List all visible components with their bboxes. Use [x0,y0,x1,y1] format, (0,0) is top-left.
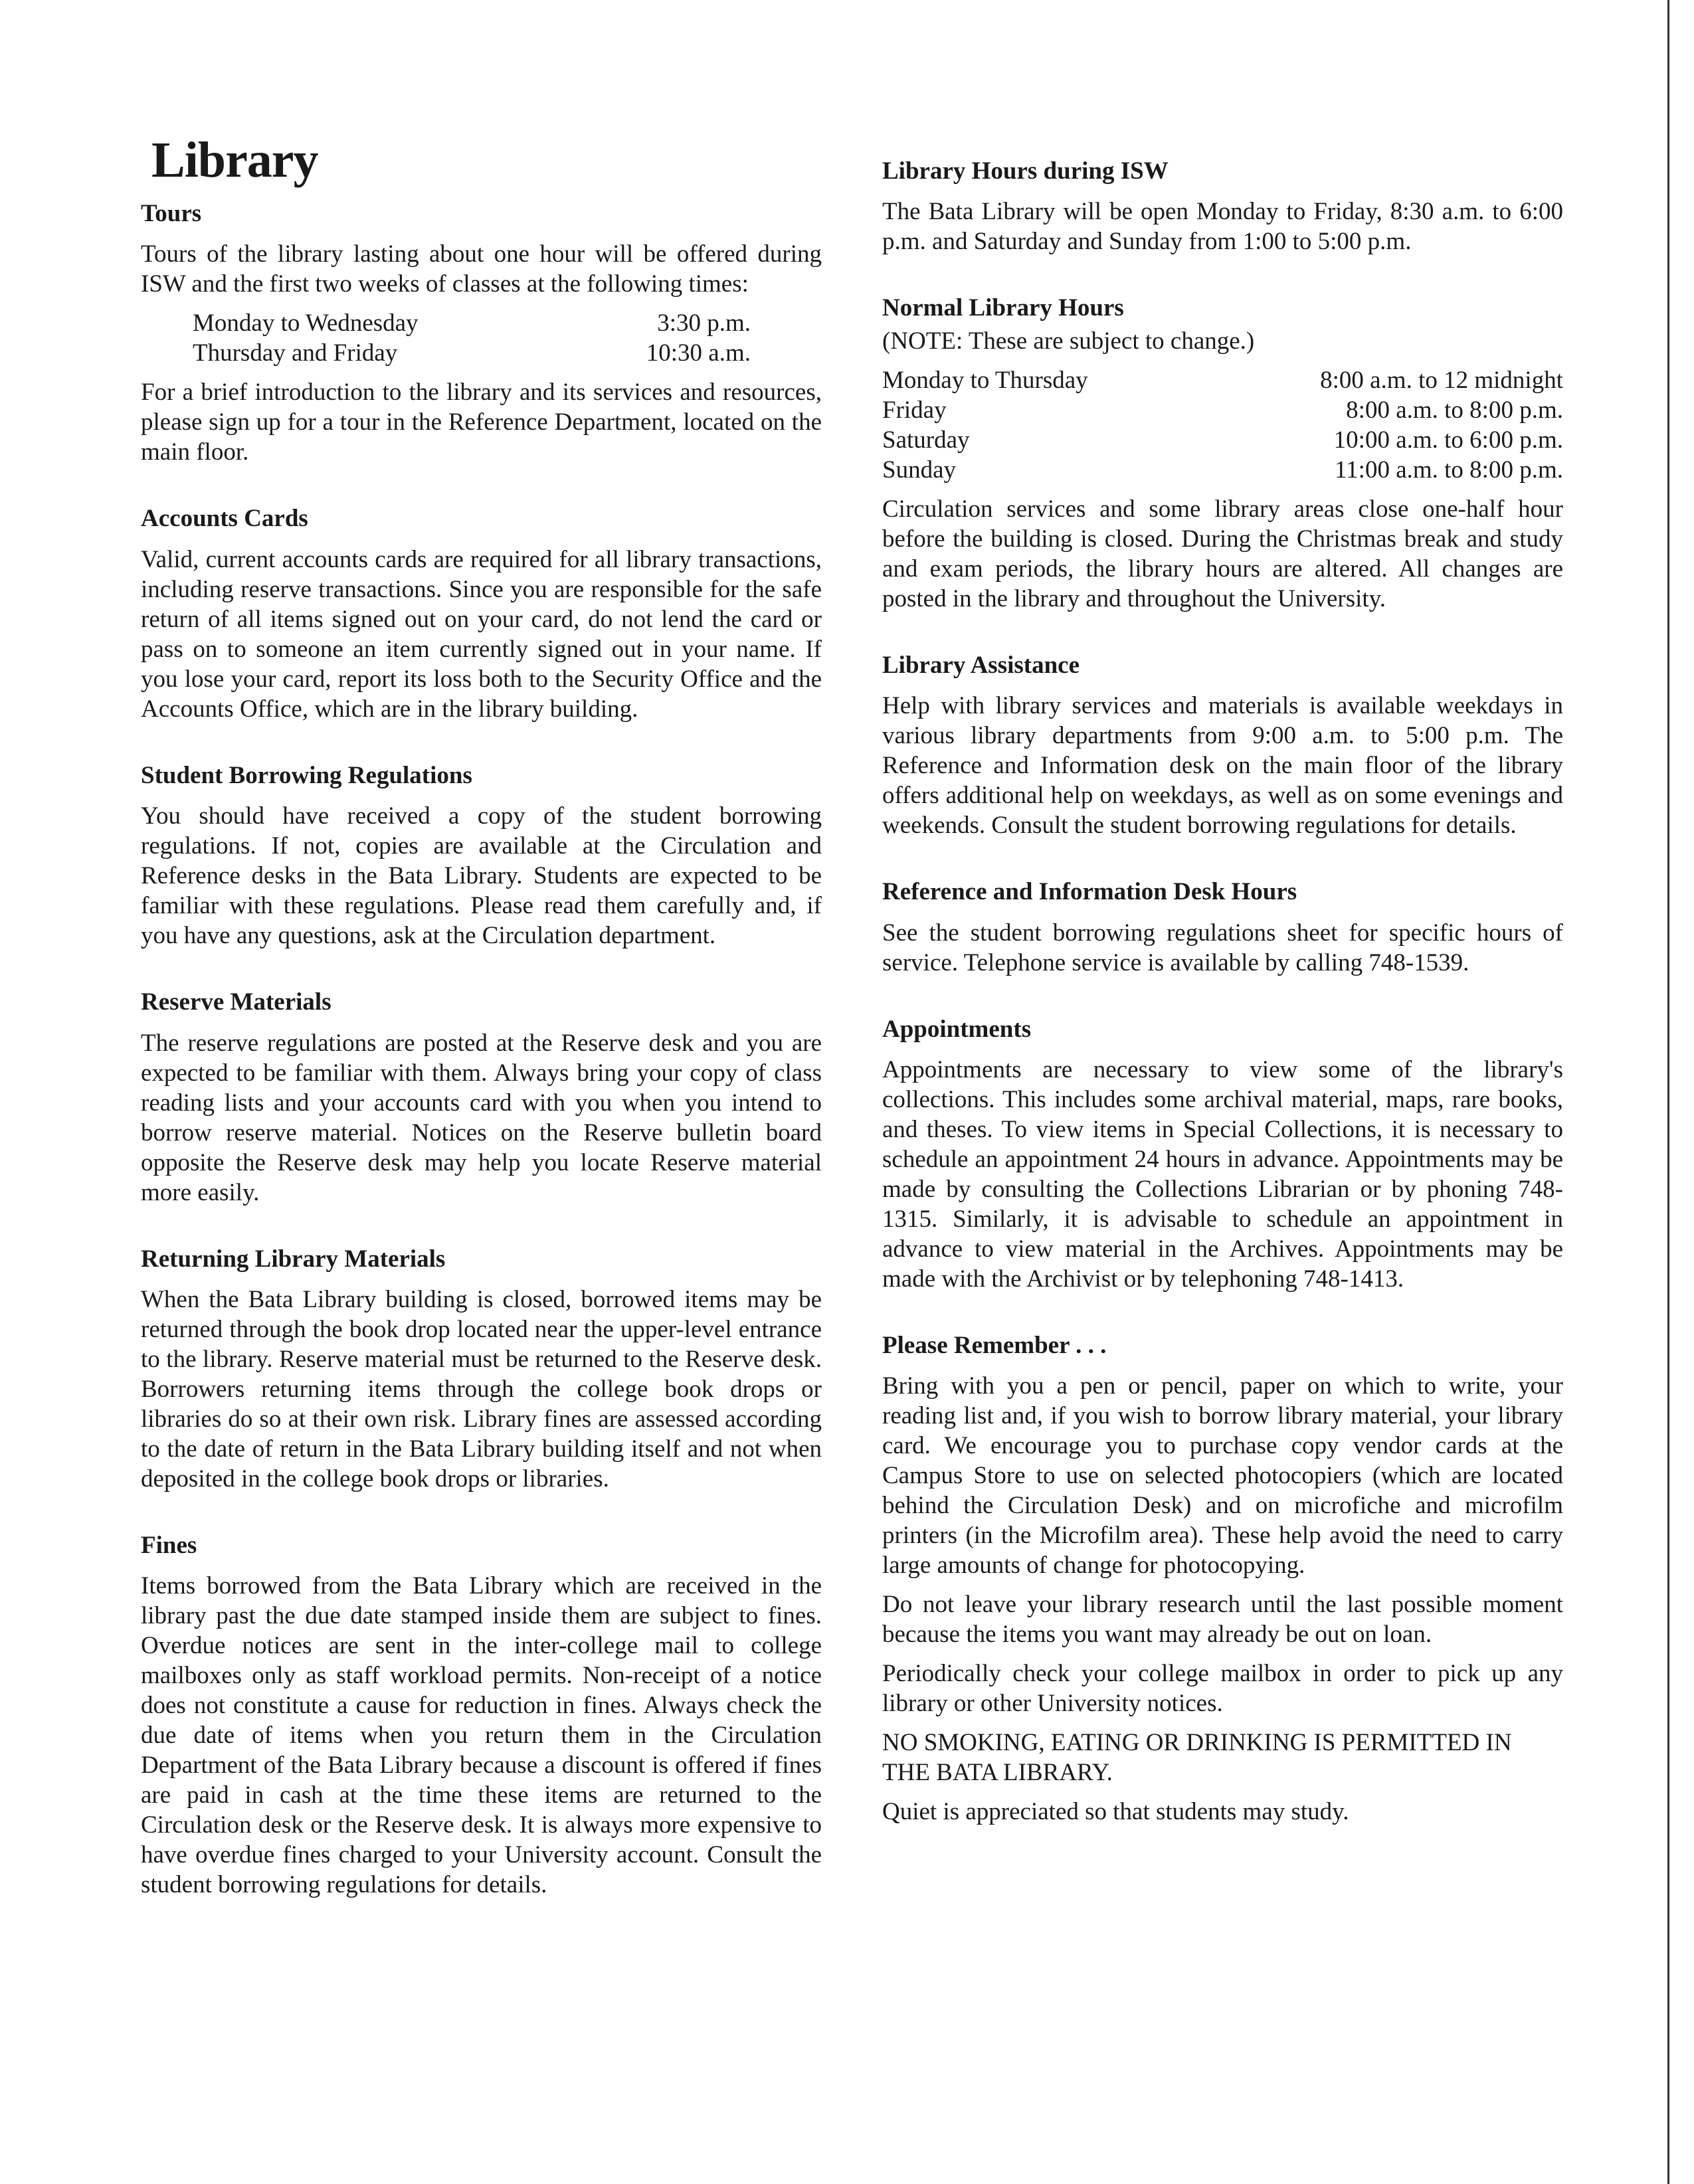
hours-day: Saturday [882,426,970,454]
section-please-remember [882,1331,1563,1827]
hours-row [882,395,1563,425]
reference-hours-body: See the student borrowing regulations sheet for specific hours of service. Telephone service is available by calling 748-1539. [882,919,1563,976]
hours-range: 8:00 a.m. to 12 midnight [1320,366,1563,394]
tour-day: Thursday and Friday [193,339,398,367]
heading-borrowing-regulations: Student Borrowing Regulations [141,761,472,789]
hours-table [882,365,1563,485]
heading-accounts-cards: Accounts Cards [141,505,308,533]
hours-range: 8:00 a.m. to 8:00 p.m. [1346,396,1563,424]
accounts-body: Valid, current accounts cards are required for all library transactions, including reserve transactions. Since you are responsible for the safe return of all items signed out on your card, do not lend the card or pass on to someone an item currently signed out in your name. If you lose your card, report its loss both to the Security Office and the Accounts Office, which are in the library building. [141,545,822,723]
section-normal-hours [882,294,1563,613]
hours-row [882,455,1563,485]
section-reserve-materials [141,988,822,1207]
heading-fines: Fines [141,1531,197,1559]
heading-please-remember: Please Remember . . . [882,1331,1107,1359]
tour-day: Monday to Wednesday [193,310,419,337]
section-appointments [882,1015,1563,1294]
heading-normal-hours: Normal Library Hours [882,294,1124,322]
tour-time: 10:30 a.m. [646,339,751,367]
page-edge-line [1667,0,1669,2184]
section-accounts-cards [141,504,822,723]
heading-reserve-materials: Reserve Materials [141,988,331,1016]
section-returning-materials [141,1245,822,1494]
borrowing-body: You should have received a copy of the student borrowing regulations. If not, copies are available at the Circulation and Reference desks in the Bata Library. Students are expected to be familiar with these regulations. Please read them carefully and, if you have any questions, ask at the Circulation department. [141,802,822,950]
hours-row [882,425,1563,455]
remember-p3: Periodically check your college mailbox in order to pick up any library or other University notices. [882,1660,1563,1718]
remember-p4: NO SMOKING, EATING OR DRINKING IS PERMITTED IN THE BATA LIBRARY. [882,1729,1512,1787]
normal-hours-body: Circulation services and some library areas close one-half hour before the building is closed. During the Christmas break and study and exam periods, the library hours are altered. All changes are posted in the library and throughout the University. [882,495,1563,612]
left-column [141,199,822,1937]
assistance-body: Help with library services and materials is available weekdays in various library departments from 9:00 a.m. to 5:00 p.m. The Reference and Information desk on the main floor of the library offers additional help on weekdays, as well as on some evenings and weekends. Consult the student borrowing regulations for details. [882,692,1563,840]
remember-p5: Quiet is appreciated so that students may study. [882,1798,1349,1826]
tour-time: 3:30 p.m. [657,310,751,337]
appointments-body: Appointments are necessary to view some of the library's collections. This includes some archival material, maps, rare books, and theses. To view items in Special Collections, it is necessary to schedule an appointment 24 hours in advance. Appointments may be made by consulting the Collections Librarian or by phoning 748-1315. Similarly, it is advisable to schedule an appointment in advance to view material in the Archives. Appointments may be made with the Archivist or by telephoning 748-1413. [882,1055,1563,1293]
hours-day: Friday [882,396,947,424]
hours-range: 10:00 a.m. to 6:00 p.m. [1333,426,1563,454]
page-title: Library [151,132,318,188]
tour-time-row [141,308,822,338]
section-fines [141,1531,822,1900]
isw-hours-body: The Bata Library will be open Monday to Friday, 8:30 a.m. to 6:00 p.m. and Saturday and Sunday from 1:00 to 5:00 p.m. [882,198,1563,256]
heading-reference-hours: Reference and Information Desk Hours [882,878,1297,906]
section-reference-hours [882,877,1563,977]
remember-p1: Bring with you a pen or pencil, paper on which to write, your reading list and, if you wish to borrow library material, your library card. We encourage you to purchase copy vendor cards at the Campus Store to use on selected photocopiers (which are located behind the Circulation Desk) and on microfiche and microfilm printers (in the Microfilm area). These help avoid the need to carry large amounts of change for photocopying. [882,1372,1563,1580]
heading-library-assistance: Library Assistance [882,651,1080,679]
hours-day: Sunday [882,456,956,484]
heading-isw-hours: Library Hours during ISW [882,157,1169,185]
tours-outro: For a brief introduction to the library and its services and resources, please sign up for a tour in the Reference Department, located on the main floor. [141,379,822,466]
heading-appointments: Appointments [882,1015,1032,1043]
hours-row [882,365,1563,395]
tours-intro: Tours of the library lasting about one hour will be offered during ISW and the first two weeks of classes at the following times: [141,240,822,298]
heading-tours: Tours [141,200,202,227]
hours-note: (NOTE: These are subject to change.) [882,327,1255,355]
hours-range: 11:00 a.m. to 8:00 p.m. [1335,456,1563,484]
section-isw-hours [882,157,1563,256]
remember-p2: Do not leave your library research until the last possible moment because the items you want may already be out on loan. [882,1591,1563,1649]
heading-returning-materials: Returning Library Materials [141,1245,446,1273]
section-library-assistance [882,651,1563,840]
section-tours [141,199,822,467]
tour-times [141,308,822,368]
hours-day: Monday to Thursday [882,366,1088,394]
reserve-body: The reserve regulations are posted at the Reserve desk and you are expected to be familiar with them. Always bring your copy of class reading lists and your accounts card with you when you intend to borrow reserve material. Notices on the Reserve bulletin board opposite the Reserve desk may help you locate Reserve material more easily. [141,1029,822,1206]
fines-body: Items borrowed from the Bata Library which are received in the library past the due date stamped inside them are subject to fines. Overdue notices are sent in the inter-college mail to college mailboxes only as staff workload permits. Non-receipt of a notice does not constitute a cause for reduction in fines. Always check the due date of items when you return them in the Circulation Department of the Bata Library because a discount is offered if fines are paid in cash at the time these items are returned to the Circulation desk or the Reserve desk. It is always more expensive to have overdue fines charged to your University account. Consult the student borrowing regulations for details. [141,1572,822,1899]
tour-time-row [141,338,822,368]
section-borrowing-regulations [141,761,822,951]
right-column [882,157,1563,1864]
returning-body: When the Bata Library building is closed, borrowed items may be returned through the book drop located near the upper-level entrance to the library. Reserve material must be returned to the Reserve desk. Borrowers returning items through the college book drops or libraries do so at their own risk. Library fines are assessed according to the date of return in the Bata Library building itself and not when deposited in the college book drops or libraries. [141,1285,822,1493]
